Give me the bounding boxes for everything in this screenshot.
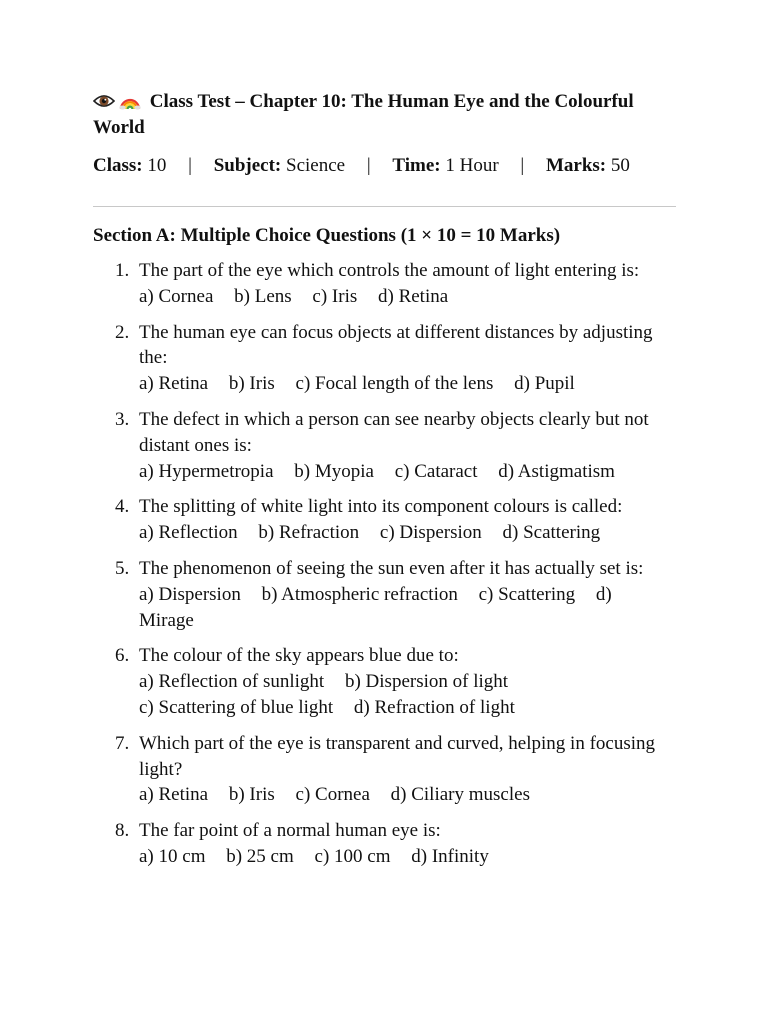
answer-options bbox=[139, 520, 683, 546]
question-text: The colour of the sky appears blue due to: bbox=[139, 645, 459, 667]
answer-option: a) Retina bbox=[139, 373, 209, 395]
answer-option: d) Pupil bbox=[514, 373, 575, 395]
question-number: 6. bbox=[115, 645, 130, 667]
question-number: 3. bbox=[115, 408, 130, 430]
answer-option: d) Infinity bbox=[411, 845, 489, 867]
class-label: Class: bbox=[93, 155, 143, 176]
question-text: The splitting of white light into its component colours is called: bbox=[139, 496, 623, 518]
answer-option: c) 100 cm bbox=[314, 845, 391, 867]
test-meta bbox=[93, 154, 630, 178]
answer-option: a) Reflection of sunlight bbox=[139, 671, 325, 693]
question-item bbox=[93, 407, 683, 484]
meta-separator: | bbox=[188, 155, 192, 176]
answer-option: b) Iris bbox=[228, 373, 275, 395]
page-title-text: Class Test – Chapter 10: The Human Eye and the Colourful World bbox=[93, 91, 634, 138]
answer-option: b) Refraction bbox=[258, 522, 360, 544]
meta-separator: | bbox=[520, 155, 525, 176]
question-text: The phenomenon of seeing the sun even after it has actually set is: bbox=[139, 557, 644, 579]
question-item bbox=[93, 818, 683, 870]
answer-option: b) Atmospheric refraction bbox=[261, 583, 458, 605]
question-text: The far point of a normal human eye is: bbox=[139, 820, 441, 842]
answer-option: b) 25 cm bbox=[226, 845, 294, 867]
question-text: The defect in which a person can see nearby objects clearly but not distant ones is: bbox=[139, 408, 649, 456]
answer-option: d) Scattering bbox=[502, 522, 601, 544]
question-item bbox=[93, 494, 683, 546]
answer-options bbox=[139, 844, 683, 870]
answer-option: b) Dispersion of light bbox=[344, 671, 509, 693]
question-item bbox=[93, 556, 683, 633]
question-item bbox=[93, 320, 683, 397]
class-value: 10 bbox=[147, 155, 167, 176]
question-item bbox=[93, 258, 683, 310]
answer-options bbox=[139, 284, 683, 310]
answer-option: c) Scattering bbox=[478, 583, 576, 605]
answer-option: d) Refraction of light bbox=[353, 696, 515, 718]
marks-value: 50 bbox=[610, 155, 630, 176]
subject-label: Subject: bbox=[213, 155, 282, 176]
divider bbox=[93, 206, 676, 207]
question-number: 4. bbox=[115, 496, 130, 518]
answer-option: a) Cornea bbox=[139, 285, 214, 307]
answer-option: c) Iris bbox=[312, 285, 358, 307]
question-list bbox=[93, 258, 683, 880]
answer-options bbox=[139, 371, 683, 397]
question-text: The part of the eye which controls the amount of light entering is: bbox=[139, 260, 640, 281]
question-text: Which part of the eye is transparent and curved, helping in focusing light? bbox=[139, 732, 655, 780]
answer-option: c) Cornea bbox=[295, 784, 370, 806]
answer-option: d) Retina bbox=[378, 285, 449, 307]
answer-option: c) Dispersion bbox=[379, 522, 482, 544]
subject-value: Science bbox=[286, 155, 346, 176]
question-number: 5. bbox=[115, 557, 130, 579]
question-item bbox=[93, 643, 683, 720]
answer-option: c) Focal length of the lens bbox=[295, 373, 494, 395]
answer-option: b) Lens bbox=[234, 285, 292, 307]
meta-separator: | bbox=[366, 155, 371, 176]
answer-option: d) Ciliary muscles bbox=[390, 784, 530, 806]
question-item bbox=[93, 731, 683, 808]
marks-label: Marks: bbox=[545, 155, 607, 176]
answer-option: a) Hypermetropia bbox=[139, 460, 274, 482]
answer-options bbox=[139, 582, 683, 634]
time-value: 1 Hour bbox=[445, 155, 499, 176]
answer-option: c) Scattering of blue light bbox=[139, 696, 334, 718]
eye-icon bbox=[93, 92, 115, 110]
answer-option: d) Mirage bbox=[139, 583, 612, 631]
answer-options bbox=[139, 669, 683, 721]
answer-option: a) Reflection bbox=[139, 522, 238, 544]
answer-options bbox=[139, 459, 683, 485]
page-title bbox=[93, 89, 653, 141]
answer-options bbox=[139, 782, 683, 808]
section-heading: Section A: Multiple Choice Questions (1 × 10 = 10 Marks) bbox=[93, 225, 561, 246]
question-text: The human eye can focus objects at different distances by adjusting the: bbox=[139, 321, 653, 369]
question-number: 8. bbox=[115, 820, 130, 842]
answer-option: a) Retina bbox=[139, 784, 209, 806]
time-label: Time: bbox=[392, 155, 441, 176]
answer-option: b) Iris bbox=[228, 784, 275, 806]
question-number: 7. bbox=[115, 732, 130, 754]
rainbow-icon bbox=[119, 92, 141, 110]
question-number: 1. bbox=[115, 260, 130, 281]
question-number: 2. bbox=[115, 321, 130, 343]
answer-option: c) Cataract bbox=[394, 460, 478, 482]
answer-option: b) Myopia bbox=[294, 460, 374, 482]
answer-option: d) Astigmatism bbox=[498, 460, 615, 482]
answer-option: a) 10 cm bbox=[139, 845, 206, 867]
answer-option: a) Dispersion bbox=[139, 583, 241, 605]
